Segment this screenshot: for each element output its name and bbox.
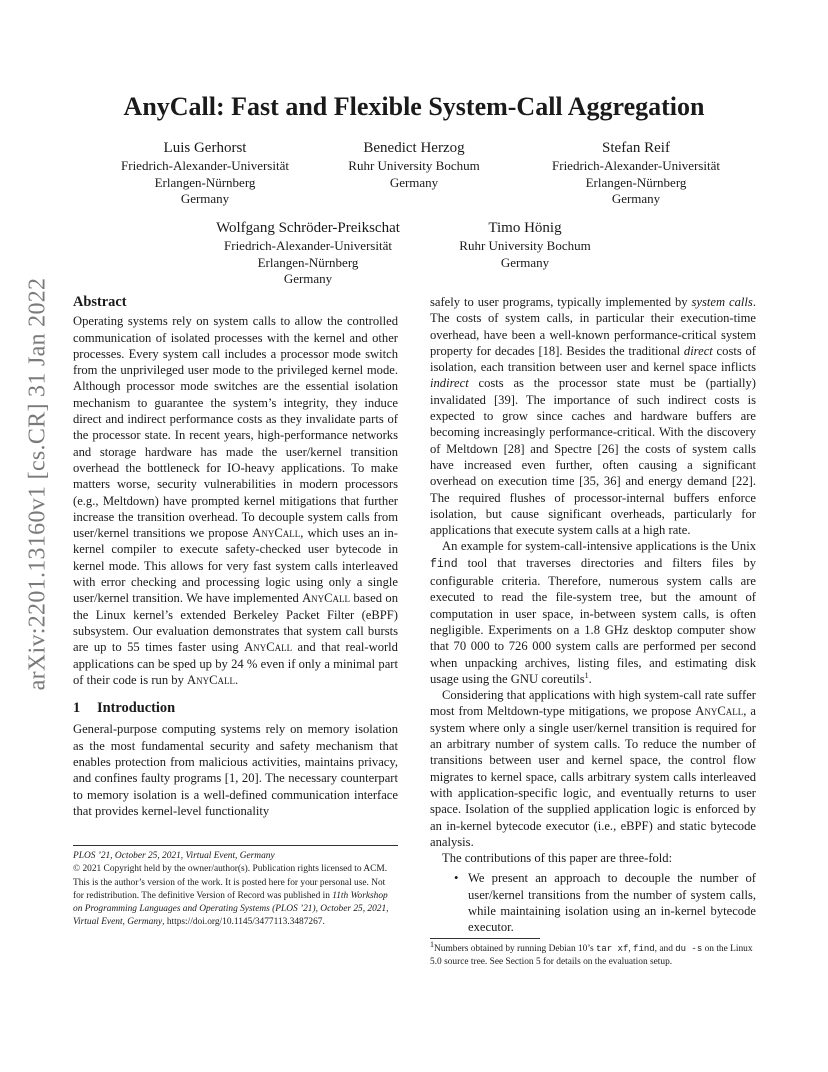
author-affiliation: Erlangen-Nürnberg xyxy=(257,254,359,270)
author-country: Germany xyxy=(180,191,230,206)
author-block xyxy=(193,219,423,288)
paragraph: safely to user programs, typically implemented by system calls. The costs of system calls, in particular their execution-time overhead, have been a well-known performance-critical system property for decades [18]. Besides the traditional direct costs of isolation, each transition between user and kernel space inflicts indirect costs as the processor state must be (partially) invalidated [39]. The importance of such indirect costs is expected to grow since caches and hardware buffers are becoming increasingly performance-critical. With the discovery of Meltdown [28] and Spectre [26] the costs of system calls have increased even further, often causing a significant overhead on execution time [35, 36] and energy demand [22]. The required flushes of processor-internal buffers enforce isolation, but cause significant overheads, particularly for applications that execute system calls at a high rate. xyxy=(430,295,756,538)
author-country: Germany xyxy=(611,191,661,206)
abstract-text: Operating systems rely on system calls to allow the controlled communication of isolated processes with the kernel and other processes. Every system call includes a processor mode switch from the unprivileged user mode to the privileged kernel mode. Although processor mode switches are the essential isolation mechanism to guarantee the system’s integrity, they induce direct and indirect performance costs as they invalidate parts of the processor state. In recent years, high-performance networks and storage hardware has made the user/kernel transition overhead the bottleneck for IO-heavy applications. To make matters worse, security vulnerabilities in modern processors (e.g., Meltdown) have prompted kernel mitigations that further increase the transition overhead. To decouple system calls from user/kernel transitions we propose AnyCall, which uses an in-kernel compiler to execute safety-checked user bytecode in kernel mode. This allows for very fast system calls interleaved with error checking and processing logic using only a single user/kernel transition. We have implemented AnyCall based on the Linux kernel’s extended Berkeley Packet Filter (eBPF) subsystem. Our evaluation demonstrates that system call bursts are up to 55 times faster using AnyCall and that real-world applications can be sped up by 24 % even if only a minimal part of their code is run by AnyCall. xyxy=(73,314,398,687)
author-block xyxy=(304,139,524,191)
version-note: This is the author’s version of the work. It is posted here for your personal use. Not for redistribution. The definitive Version of Record was published in 11th Workshop on Programming Languages and Operating Systems (PLOS ’21), October 25, 2021, Virtual Event, Germany, https://doi.org/10.1145/3477113.3487267. xyxy=(73,877,389,928)
section-number: 1 xyxy=(73,700,81,717)
section-heading xyxy=(73,700,398,716)
intro-paragraph: General-purpose computing systems rely on memory isolation as the most fundamental security and safety mechanism that enables protection from malicious activities, maintains privacy, and confines faulty programs [1, 20]. The necessary counterpart to memory isolation is a well-defined communication interface that provides kernel-level functionality xyxy=(73,722,398,818)
arxiv-identifier: arXiv:2201.13160v1 [cs.CR] 31 Jan 2022 xyxy=(24,277,51,691)
bullet: • xyxy=(454,871,459,886)
system-name: AnyCall xyxy=(695,704,744,719)
paragraph: An example for system-call-intensive applications is the Unix find tool that traverses directories and filters files by configurable criteria. Therefore, numerous system calls are executed to read the file-system tree, but the amount of computation in user space, in-between system calls, is often negligible. Experiments on a 1.8 GHz desktop computer show that 70 000 to 726 000 system calls are performed per second when unpacking archives, listing files, and estimating disk usage using the GNU coreutils$^1$. xyxy=(430,539,756,686)
list-item: • We present an approach to decouple the number of user/kernel transitions from the number of system calls, while maintaining isolation using an in-kernel bytecode executor. xyxy=(454,871,756,935)
author-block xyxy=(95,139,315,208)
footnote-marker: 1 xyxy=(584,670,589,680)
paper-title: AnyCall: Fast and Flexible System-Call Aggregation xyxy=(123,92,705,121)
author-country: Germany xyxy=(283,271,333,286)
author-name: Stefan Reif xyxy=(602,140,670,156)
author-country: Germany xyxy=(389,174,439,190)
contribution-list xyxy=(430,870,756,935)
author-name: Benedict Herzog xyxy=(363,140,465,156)
footnote-rule xyxy=(430,938,540,939)
venue-line: PLOS ’21, October 25, 2021, Virtual Event, Germany xyxy=(73,851,275,861)
author-affiliation: Ruhr University Bochum xyxy=(459,238,591,253)
paragraph: Considering that applications with high system-call rate suffer most from Meltdown-type mitigations, we propose AnyCall, a system where only a single user/kernel transition is required for an arbitrary number of system calls. To reduce the number of transitions between user and kernel space, the control flow migrates to kernel space, calls arbitrary system calls interleaved with application-specific logic, and eventually returns to user space. Isolation of the supplied application logic is enforced by an in-kernel bytecode executor (i.e., eBPF) and static bytecode analysis. xyxy=(430,688,756,849)
system-name: AnyCall xyxy=(187,672,236,687)
copyright-footnote xyxy=(73,850,398,930)
footnote: $^1$Numbers obtained by running Debian 10’s tar xf, find, and du -s on the Linux 5.0 source tree. See Section 5 for details on the evaluation setup. xyxy=(430,939,753,968)
right-column xyxy=(430,294,756,936)
author-block xyxy=(415,219,635,271)
section-title: Introduction xyxy=(97,700,176,717)
copyright-line: © 2021 Copyright held by the owner/author(s). Publication rights licensed to ACM. xyxy=(73,864,388,875)
author-block xyxy=(526,139,746,208)
author-name: Timo Hönig xyxy=(488,220,562,236)
footnote-rule xyxy=(73,845,398,846)
inline-code: find xyxy=(430,557,458,571)
author-country: Germany xyxy=(500,254,550,270)
author-affiliation: Friedrich-Alexander-Universität xyxy=(552,158,720,173)
author-affiliation: Erlangen-Nürnberg xyxy=(585,174,687,190)
footnote-marker: 1 xyxy=(430,939,434,949)
system-name: AnyCall xyxy=(302,591,351,606)
system-name: AnyCall xyxy=(244,640,293,655)
paragraph: The contributions of this paper are three-fold: xyxy=(442,851,673,866)
abstract-heading: Abstract xyxy=(73,294,127,310)
author-name: Luis Gerhorst xyxy=(163,140,247,156)
author-name: Wolfgang Schröder-Preikschat xyxy=(216,220,400,236)
author-affiliation: Friedrich-Alexander-Universität xyxy=(224,238,392,253)
author-affiliation: Erlangen-Nürnberg xyxy=(154,174,256,190)
system-name: AnyCall xyxy=(252,526,301,541)
author-affiliation: Friedrich-Alexander-Universität xyxy=(121,158,289,173)
left-column xyxy=(73,294,398,819)
author-affiliation: Ruhr University Bochum xyxy=(348,158,480,173)
